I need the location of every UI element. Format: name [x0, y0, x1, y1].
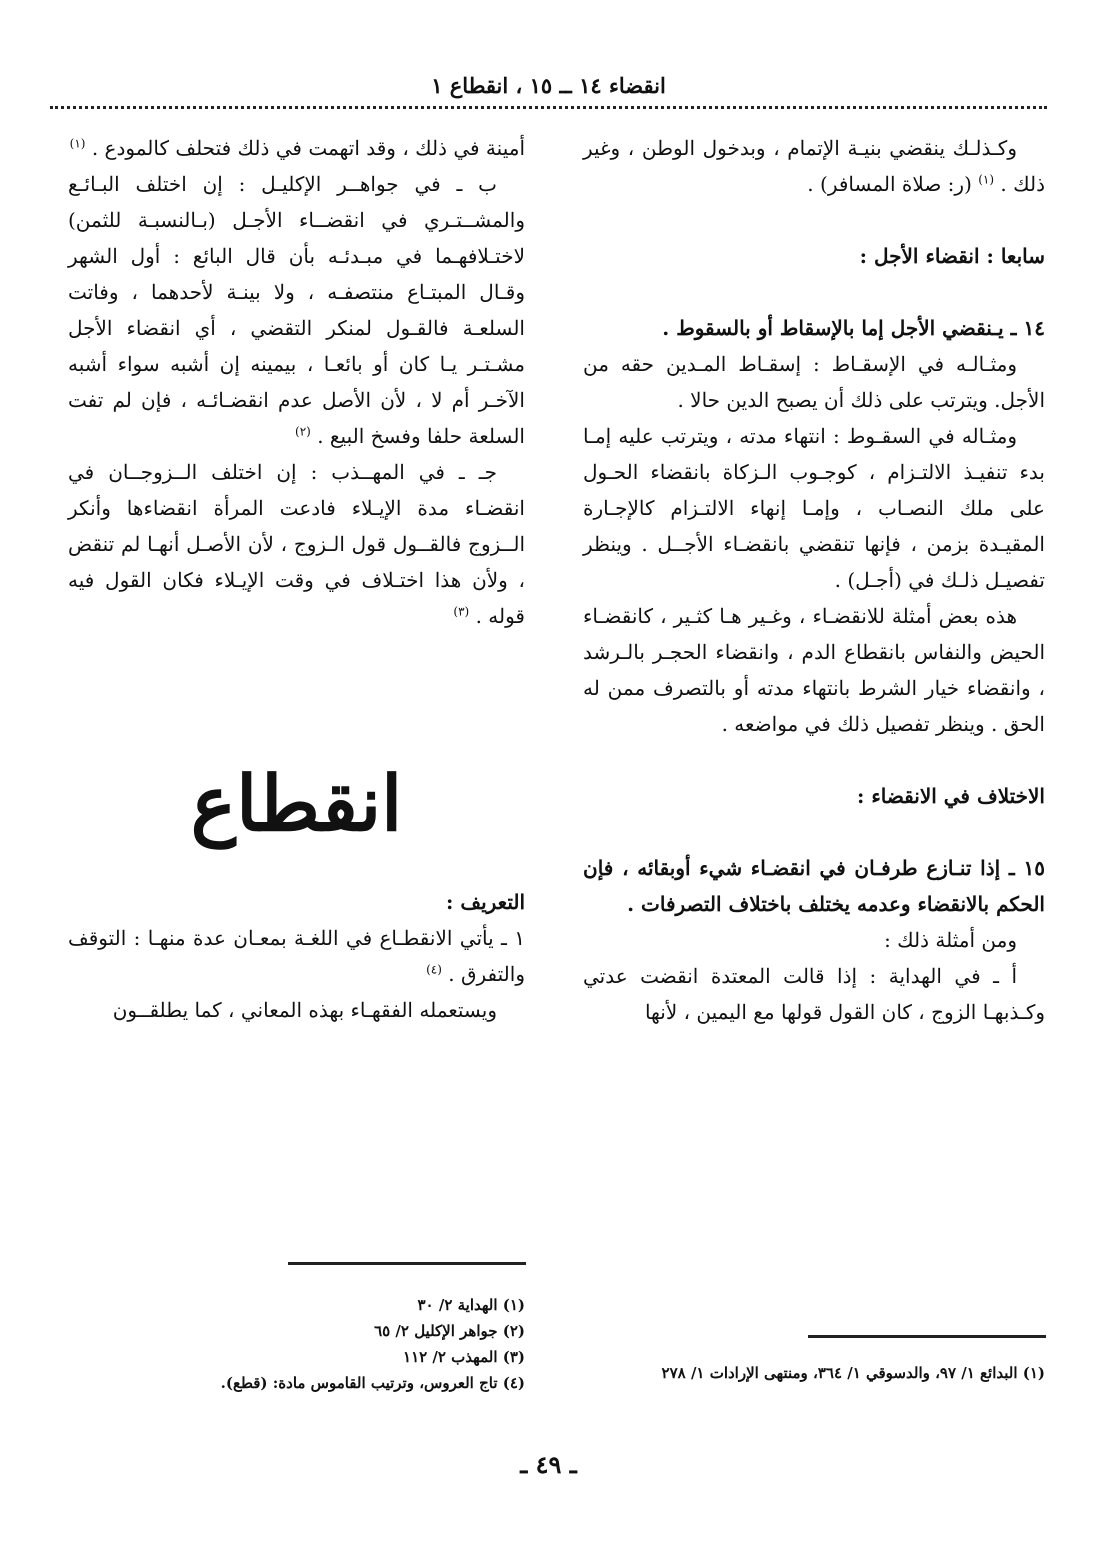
page-header: انقضاء ١٤ ــ ١٥ ، انقطاع ١ [431, 73, 666, 98]
paragraph-text: ١٥ ـ إذا تنـازع طرفـان في انقضـاء شيء أوبقائه ، فإن الحكم بالانقضاء وعدمه يختلف باختلاف التصرفات . [583, 856, 1046, 916]
footnote-ref: (٢) [295, 424, 311, 439]
footnote-ref: (١) [69, 136, 86, 151]
footnotes-right [583, 1360, 1045, 1386]
paragraph [583, 310, 1045, 346]
footnote-item: (١) البدائع ١/ ٩٧، والدسوقي ١/ ٣٦٤، ومنتهى الإرادات ١/ ٢٧٨ [661, 1364, 1045, 1382]
section-heading: سابعا : انقضاء الأجل : [859, 244, 1045, 268]
header-divider [50, 106, 1047, 109]
paragraph-text: جـ ـ في المهــذب : إن اختلف الــزوجــان في انقضـاء مدة الإيـلاء فادعت المرأة انقضاءها وأنكر الــزوج فالقــول قول الـزوج ، لأن الأصـل أنهـا لم تنقض ، ولأن هذا اختـلاف في وقت الإيـلاء فكان القول فيه قوله . [68, 460, 525, 628]
footnote-item: (٤) تاج العروس، وترتيب القاموس مادة: (قطع). [220, 1374, 525, 1392]
paragraph [68, 166, 525, 454]
paragraph [68, 920, 525, 992]
right-column [583, 130, 1045, 1030]
page-number: ـ ٤٩ ـ [520, 1450, 577, 1479]
paragraph: هذه بعض أمثلة للانقضـاء ، وغـير هـا كثـير ، كانقضـاء الحيض والنفاس بانقطاع الدم ، وانقضاء الحجـر بالـرشد ، وانقضاء خيار الشرط بانتهاء مدته أو بالتصرف ممن له الحق . وينظر تفصيل ذلك في مواضعه . [583, 604, 1045, 736]
paragraph-text: ١ ـ يأتي الانقطـاع في اللغـة بمعـان عدة منهـا : التوقف والتفرق . [68, 926, 525, 986]
left-column [68, 130, 525, 1028]
section-heading: الاختلاف في الانقضاء : [856, 784, 1045, 808]
footnote-ref: (٤) [426, 962, 442, 977]
paragraph-text: أمينة في ذلك ، وقد اتهمت في ذلك فتحلف كالمودع . [91, 136, 525, 160]
paragraph-text: وكـذلـك ينقضي بنيـة الإتمام ، وبدخول الوطن ، وغير ذلك . [583, 136, 1045, 196]
paragraph: ومثـالـه في الإسقـاط : إسقـاط المـدين حقه من الأجل. ويترتب على ذلك أن يصبح الدين حالا . [583, 352, 1045, 412]
paragraph: ومن أمثلة ذلك : [884, 928, 1017, 952]
paragraph: ومثـاله في السقـوط : انتهاء مدته ، ويترتب عليه إمـا بدء تنفيـذ الالتـزام ، كوجـوب الـزكاة بانقضاء الحـول على ملك النصـاب ، وإمـا إنهاء الالتـزام كالإجـارة المقيـدة بزمن ، فإنها تنقضي بانقضـاء الأجــل . وينظر تفصيـل ذلـك في (أجـل) . [583, 424, 1045, 592]
paragraph [583, 130, 1045, 202]
paragraph [583, 850, 1045, 922]
footnote-item: (٢) جواهر الإكليل ٢/ ٦٥ [374, 1322, 525, 1340]
paragraph-text: (ر: صلاة المسافر) . [807, 172, 972, 196]
footnotes-left [68, 1292, 525, 1396]
paragraph: ويستعمله الفقهـاء بهذه المعاني ، كما يطلقــون [112, 998, 497, 1022]
footnote-divider-left [288, 1262, 526, 1265]
footnote-item: (١) الهداية ٢/ ٣٠ [417, 1296, 525, 1314]
paragraph-text: ب ـ في جواهــر الإكليـل : إن اختلف البـائـع والمشــتـري في انقضــاء الأجـل (بـالنسبـة للثمن) لاختـلافهـما في مبـدئـه بأن قال البائع : أول الشهر وقـال المبتـاع منتصفـه ، ولا بينـة لأحدهما ، وفاتت السلعـة فالقـول لمنكر التقضي ، أي انقضاء الأجل مشـتـر يـا كان أو بائعـا ، بيمينه إن أشبه سواء أشبه الآخـر أم لا ، لأن الأصل عدم انقضـائـه ، فإن لم تفت السلعة حلفا وفسخ البيع . [68, 172, 525, 448]
footnote-ref: (٣) [453, 604, 470, 619]
paragraph [68, 454, 525, 634]
paragraph [68, 130, 525, 166]
footnote-ref: (١) [978, 172, 995, 187]
section-heading: التعريف : [446, 890, 525, 914]
paragraph-text: ١٤ ـ يـنقضي الأجل إما بالإسقاط أو بالسقوط . [662, 316, 1045, 340]
footnote-divider-right [808, 1335, 1046, 1338]
entry-title: انقطاع [190, 759, 403, 848]
paragraph: أ ـ في الهداية : إذا قالت المعتدة انقضت عدتي وكـذبهـا الزوج ، كان القول قولها مع اليمين ، لأنها [583, 964, 1045, 1024]
footnote-item: (٣) المهذب ٢/ ١١٢ [403, 1348, 525, 1366]
